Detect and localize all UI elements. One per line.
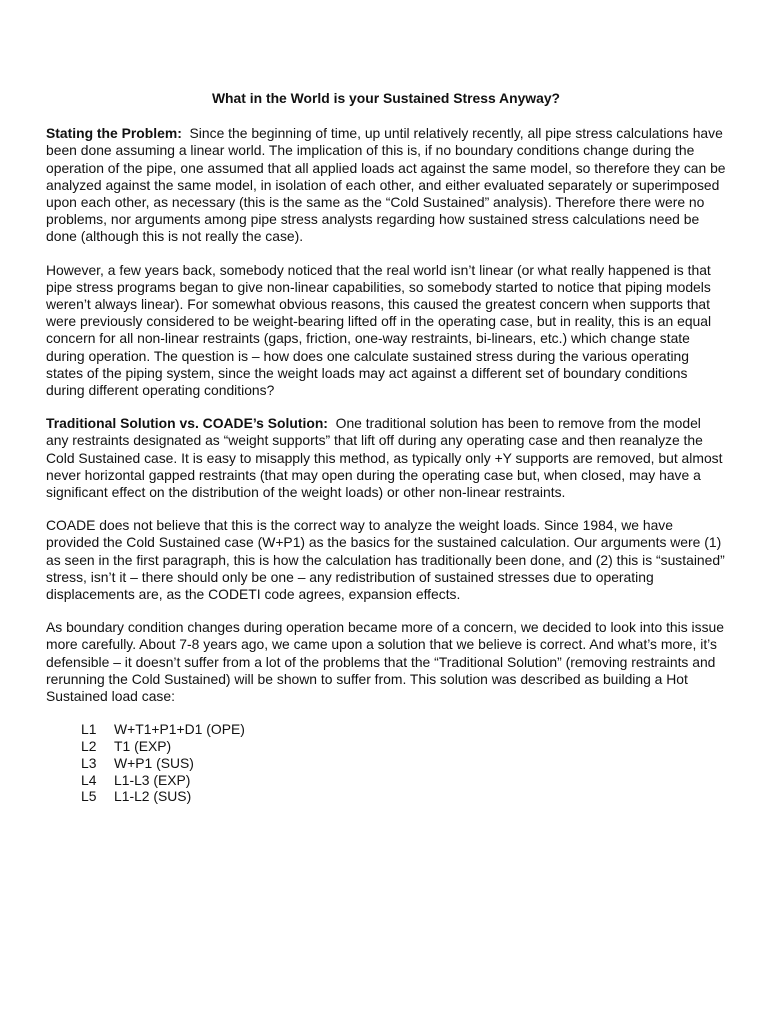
load-case-id: L2	[81, 738, 97, 755]
load-case-id: L5	[81, 788, 97, 805]
load-case-list	[81, 721, 726, 805]
section1-paragraph2: However, a few years back, somebody noticed that the real world isn’t linear (or what really happened is that pipe stress programs began to give non-linear capabilities, so somebody started to notice that piping models weren’t always linear). For somewhat obvious reasons, this caused the greatest concern when supports that were previously considered to be weight-bearing lifted off in the operating case, but in reality, this is an equal concern for all non-linear restraints (gaps, friction, one-way restraints, bi-linears, etc.) which change state during operation. The question is – how does one calculate sustained stress during the various operating states of the piping system, since the weight loads may act against a different set of boundary conditions during different operating conditions?	[46, 261, 712, 399]
load-case-id: L3	[81, 754, 97, 771]
load-case-definition: L1-L2 (SUS)	[114, 788, 192, 805]
load-case-id: L4	[81, 771, 97, 788]
section2-paragraph2: COADE does not believe that this is the correct way to analyze the weight loads. Since 1984, we have provided the Cold Sustained case (W+P1) as the basics for the sustained calculation. Our arguments were (1) as seen in the first paragraph, this is how the calculation has traditionally been done, and (2) this is “sustained” stress, isn’t it – there should only be one – any redistribution of sustained stresses due to operating displacements are, as the CODETI code agrees, expansion effects.	[46, 517, 725, 603]
list-item	[81, 721, 726, 738]
load-case-definition: L1-L3 (EXP)	[114, 771, 191, 788]
load-case-id: L1	[81, 721, 97, 738]
load-case-definition: T1 (EXP)	[114, 738, 172, 755]
section1-heading: Stating the Problem:	[46, 125, 182, 142]
document-title: What in the World is your Sustained Stress Anyway?	[211, 90, 561, 106]
list-item	[81, 755, 726, 772]
section2-heading: Traditional Solution vs. COADE’s Solution:	[46, 415, 328, 432]
section1-paragraph1-text: Since the beginning of time, up until relatively recently, all pipe stress calculations have been done assuming a linear world. The implication of this is, if no boundary conditions change during the operation of the pipe, one assumed that all applied loads act against the same model, so therefore they can be analyzed against the same model, in isolation of each other, and either evaluated separately or superimposed upon each other, as necessary (this is the same as the “Cold Sustained” analysis). Therefore there were no problems, nor arguments among pipe stress analysts regarding how sustained stress calculations need be done (although this is not really the case).	[46, 125, 726, 245]
section2-paragraph3: As boundary condition changes during operation became more of a concern, we decided to look into this issue more carefully. About 7-8 years ago, we came upon a solution that we believe is correct. And what’s more, it’s defensible – it doesn’t suffer from a lot of the problems that the “Traditional Solution” (removing restraints and rerunning the Cold Sustained) will be shown to suffer from. This solution was described as building a Hot Sustained load case:	[46, 619, 724, 705]
list-item	[81, 772, 726, 789]
section2-paragraph1-text: One traditional solution has been to remove from the model any restraints designated as “weight supports” that lift off during any operating case and then reanalyze the Cold Sustained case. It is easy to misapply this method, as typically only +Y supports are removed, but almost never horizontal gapped restraints (that may open during the operating case but, when closed, may have a significant effect on the distribution of the weight loads) or other non-linear restraints.	[46, 415, 723, 501]
document-page	[46, 90, 726, 805]
section2-paragraph1	[46, 415, 726, 501]
load-case-definition: W+P1 (SUS)	[114, 754, 194, 771]
load-case-definition: W+T1+P1+D1 (OPE)	[114, 721, 245, 738]
list-item	[81, 738, 726, 755]
section1-paragraph1	[46, 125, 726, 245]
list-item	[81, 788, 726, 805]
